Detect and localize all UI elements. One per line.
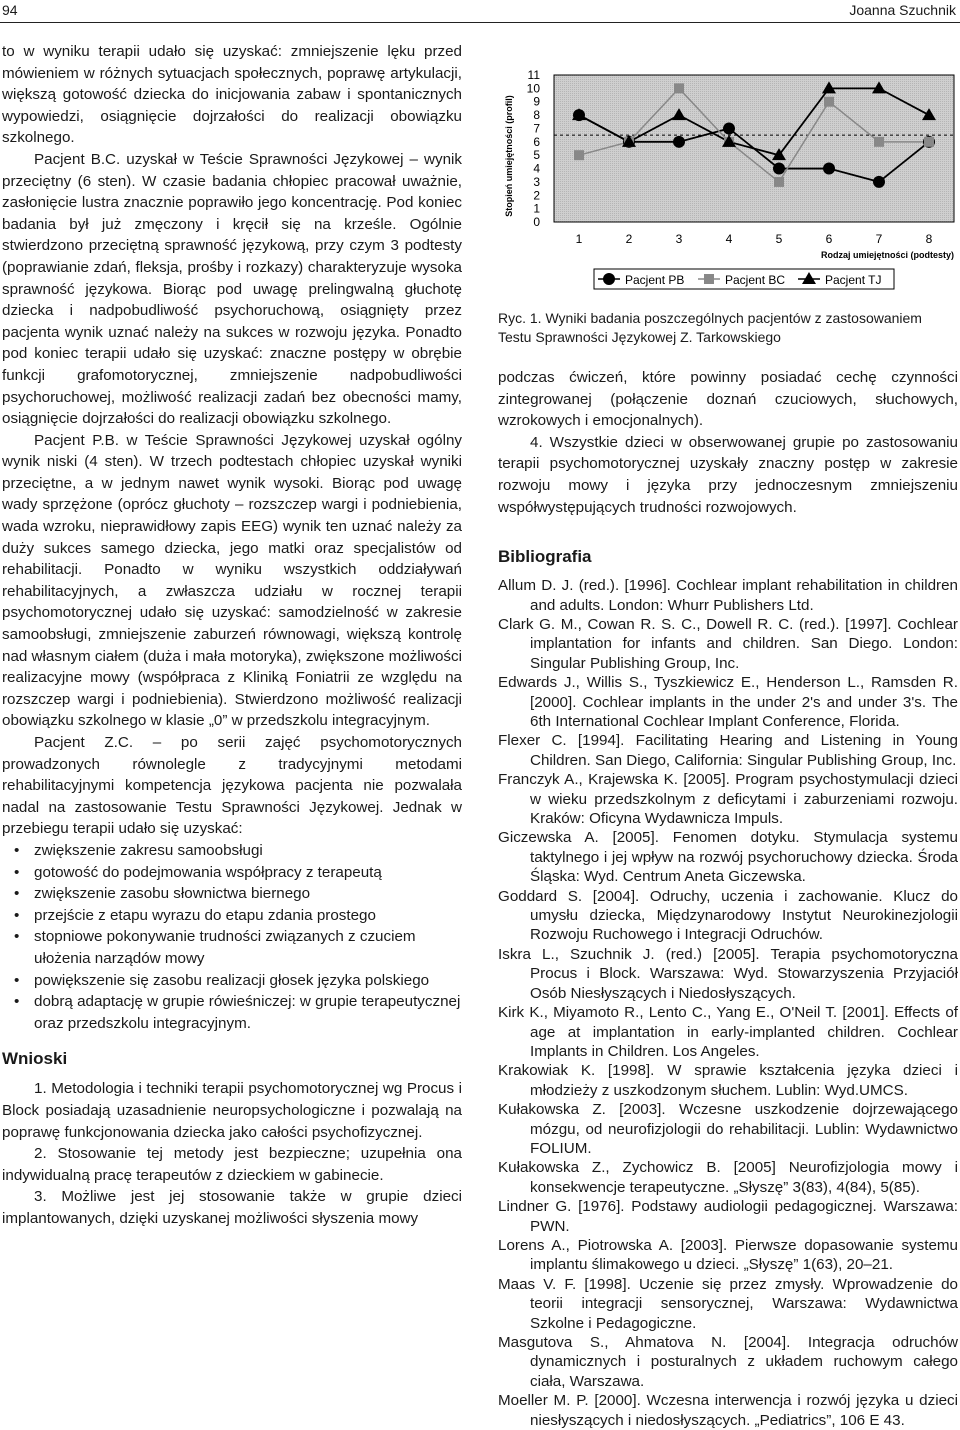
legend-marker-circle xyxy=(603,273,615,285)
list-item: • zwiększenie zakresu samoobsługi xyxy=(2,840,462,862)
right-column xyxy=(498,41,958,1430)
list-item: • powiększenie się zasobu realizacji głosek języka polskiego xyxy=(2,970,462,992)
y-tick-label: 5 xyxy=(533,148,540,163)
x-tick-label: 6 xyxy=(825,232,833,246)
data-point-circle xyxy=(773,163,785,175)
x-axis-label: Rodzaj umiejętności (podtesty) xyxy=(820,250,954,260)
y-tick-label: 3 xyxy=(533,174,540,189)
x-tick-label: 5 xyxy=(775,232,783,246)
bibliography-entry: Maas V. F. [1998]. Uczenie się przez zmysły. Wprowadzenie do teorii integracji sensorycznej, Warszawa: Wydawnictwa Szkolne i Pedagogiczne. xyxy=(498,1275,958,1332)
data-point-square xyxy=(924,137,934,147)
bullet-icon: • xyxy=(14,863,20,881)
list-item: • gotowość do podejmowania współpracy z terapeutą xyxy=(2,862,462,884)
bibliography-entry: Goddard S. [2004]. Odruchy, uczenia i zachowanie. Klucz do umysłu dziecka, Międzynarodowy Instytut Neurokinezjologii Rozwoju Ruchowego i Integracji Odruchów. xyxy=(498,887,958,944)
x-tick-label: 8 xyxy=(925,232,933,246)
list-item: • stopniowe pokonywanie trudności związanych z czuciem ułożenia narządów mowy xyxy=(14,928,416,967)
legend-label: Pacjent TJ xyxy=(825,273,882,287)
figure-caption: Ryc. 1. Wyniki badania poszczególnych pacjentów z zastosowaniem Testu Sprawności Językowej Z. Tarkowskiego xyxy=(498,310,922,345)
bibliography-entry: Krakowiak K. [1998]. W sprawie kształcenia języka dzieci i młodzieży z uszkodzonym słuchem. Lublin: Wyd.UMCS. xyxy=(498,1062,958,1099)
y-tick-label: 7 xyxy=(533,121,540,136)
bibliography-entry: Iskra L., Szuchnik J. (red.) [2005]. Terapia psychomotoryczna Procus i Block. Warszawa: Wyd. Stowarzyszenia Przyjaciół Osób Niesłyszących i Niedosłyszących. xyxy=(498,945,958,1002)
bullet-icon: • xyxy=(14,841,20,859)
bibliography-entry: Kułakowska Z., Zychowicz B. [2005] Neurofizjologia mowy i konsekwencje terapeutyczne. „Słyszę” 3(83), 4(84), 5(85). xyxy=(498,1159,958,1196)
bullet-icon: • xyxy=(14,971,20,989)
running-head-author: Joanna Szuchnik xyxy=(849,2,956,18)
data-point-square xyxy=(574,150,584,160)
bibliography-entry: Kułakowska Z. [2003]. Wczesne uszkodzenie dojrzewającego mózgu, od neurofizjologii do rehabilitacji. Lublin: Wydawnictwo FOLIUM. xyxy=(498,1101,958,1157)
data-point-square xyxy=(774,177,784,187)
bibliography-entry: Masgutova S., Ahmatova N. [2004]. Integracja odruchów dynamicznych i posturalnych z układem ruchowym całego ciała, Warszawa. xyxy=(498,1334,958,1390)
y-tick-label: 11 xyxy=(527,68,540,82)
figure-chart xyxy=(498,41,958,291)
bullet-icon: • xyxy=(14,906,20,924)
bullet-icon: • xyxy=(14,928,20,946)
list-item: • zwiększenie zasobu słownictwa biernego xyxy=(2,883,462,905)
bullet-icon: • xyxy=(14,993,20,1011)
y-tick-label: 0 xyxy=(533,215,540,229)
section-heading-bibliography: Bibliografia xyxy=(498,547,592,567)
legend-marker-square xyxy=(704,274,714,284)
x-tick-label: 4 xyxy=(725,232,733,246)
x-tick-label: 1 xyxy=(575,232,583,246)
legend-label: Pacjent PB xyxy=(625,273,685,287)
page-number: 94 xyxy=(2,2,18,18)
bibliography-entry: Moeller M. P. [2000]. Wczesna interwencja i rozwój języka u dzieci niesłyszących i niedosłyszących. „Pediatrics”, 106 E 43. xyxy=(498,1392,958,1429)
bibliography-entry: Allum D. J. (red.). [1996]. Cochlear implant rehabilitation in children and adults. London: Whurr Publishers Ltd. xyxy=(498,577,958,614)
conclusion-item: 3. Możliwe jest jej stosowanie także w grupie dzieci implantowanych, dzięki uzyskanej możliwości słyszenia mowy xyxy=(2,1188,462,1227)
data-point-square xyxy=(824,97,834,107)
body-paragraph: 4. Wszystkie dzieci w obserwowanej grupie po zastosowaniu terapii psychomotorycznej uzyskały znaczny postęp w zakresie rozwoju mowy i języka przy jednoczesnym zmniejszeniu współwystępujących trudności rozwojowych. xyxy=(498,433,958,516)
y-tick-label: 10 xyxy=(526,81,540,96)
x-tick-label: 7 xyxy=(875,232,883,246)
bibliography-entry: Giczewska A. [2005]. Fenomen dotyku. Stymulacja systemu taktylnego i jej wpływ na rozwój psychoruchowy dziecka. Środa Śląska: Wyd. Centrum Aneta Giczewska. xyxy=(498,829,958,886)
data-point-circle xyxy=(823,163,835,175)
list-item: • przejście z etapu wyrazu do etapu zdania prostego xyxy=(2,905,462,927)
conclusion-item: 2. Stosowanie tej metody jest bezpieczne; uzupełnia ona indywidualną pracę terapeutów z dzieckiem w gabinecie. xyxy=(2,1145,462,1184)
bibliography-entry: Franczyk A., Krajewska K. [2005]. Program psychostymulacji dzieci w wieku przedszkolnym z deficytami i zaburzeniami rozwoju. Kraków: Oficyna Wydawnicza Impuls. xyxy=(498,771,958,828)
line-chart xyxy=(498,41,958,291)
body-paragraph: podczas ćwiczeń, które powinny posiadać cechę czynności zintegrowanej (połączenie doznań czuciowych, słuchowych, wzrokowych i emocjonalnych). xyxy=(498,369,958,430)
data-point-circle xyxy=(723,122,735,134)
x-tick-label: 2 xyxy=(625,232,633,246)
bibliography-list xyxy=(498,576,958,1430)
bullet-icon: • xyxy=(14,885,20,903)
y-tick-label: 1 xyxy=(533,201,540,216)
conclusion-item: 1. Metodologia i techniki terapii psychomotorycznej wg Procus i Block posiadają uzasadnienie neuropsychologiczne i pozwalają na poprawę funkcjonowania dziecka jako całości psychofizycznej. xyxy=(2,1080,462,1141)
bibliography-entry: Clark G. M., Cowan R. S. C., Dowell R. C. (red.). [1997]. Cochlear implantation for infants and children. San Diego. London: Singular Publishing Group, Inc. xyxy=(498,615,958,672)
y-tick-label: 9 xyxy=(533,94,540,109)
body-paragraph: Pacjent Z.C. – po serii zajęć psychomotorycznych prowadzonych równolegle z tradycyjnymi metodami rehabilitacyjnymi kompetencja językowa pacjenta nie pozwalała nadal na zastosowanie Testu Sprawności Językowej. Jednak w przebiegu terapii udało się uzyskać: xyxy=(2,734,462,838)
y-axis-label: Stopień umiejętności (profil) xyxy=(504,95,514,217)
data-point-square xyxy=(674,83,684,93)
bibliography-entry: Flexer C. [1994]. Facilitating Hearing and Listening in Young Children. San Diego, California: Singular Publishing Group, Inc. xyxy=(498,732,958,769)
y-tick-label: 4 xyxy=(533,161,540,176)
y-tick-label: 8 xyxy=(533,108,540,123)
bibliography-entry: Lindner G. [1976]. Podstawy audiologii pedagogicznej. Warszawa: PWN. xyxy=(498,1198,958,1235)
page-header xyxy=(0,0,960,23)
list-item: • dobrą adaptację w grupie rówieśniczej: w grupie terapeutycznej oraz przedszkolu integracyjnym. xyxy=(14,993,461,1032)
bibliography-entry: Edwards J., Willis S., Tyszkiewicz E., Henderson L., Ramsden R. [2000]. Cochlear implants in the under 2's and under 3's. The 6th International Cochlear Implant Conference, Florida. xyxy=(498,674,958,730)
data-point-square xyxy=(874,137,884,147)
y-tick-label: 2 xyxy=(533,188,540,203)
y-tick-label: 6 xyxy=(533,134,540,149)
bibliography-entry: Kirk K., Miyamoto R., Lento C., Yang E., O'Neil T. [2001]. Effects of age at implantation in early-implanted children. Cochlear Implants in Children. Los Angeles. xyxy=(498,1004,958,1060)
left-column xyxy=(2,41,462,1229)
section-heading-conclusions: Wnioski xyxy=(2,1049,68,1069)
x-tick-label: 3 xyxy=(675,232,683,246)
outcome-list xyxy=(2,840,462,1034)
legend-label: Pacjent BC xyxy=(725,273,786,287)
data-point-circle xyxy=(673,136,685,148)
body-paragraph: to w wyniku terapii udało się uzyskać: zmniejszenie lęku przed mówieniem w różnych sytuacjach społecznych, poprawę artykulacji, większą gotowość dziecka do inicjowania zabaw i spontanicznych wypowiedzi, osiągnięcie dojrzałości do realizacji obowiązku szkolnego. xyxy=(2,43,462,147)
body-paragraph: Pacjent B.C. uzyskał w Teście Sprawności Językowej – wynik przeciętny (6 sten). W czasie badania chłopiec pracował uważnie, zasłonięcie lustra znacznie poprawiło jego koncentrację. Pod koniec badania był już zmęczony i kręcił się na krześle. Ogólnie stwierdzono przeciętną sprawność językową, przy czym 3 podtesty (poprawianie zdań, fleksja, prośby i rozkazy) charakteryzuje wysoka sprawność językowa. Biorąc pod uwagę prelingwalną głuchotę dziecka i nadpobudliwość psychoruchową, osiągnięty przez pacjenta wynik uznać należy na sukces w rozwoju języka. Ponadto pod koniec terapii udało się uzyskać: znaczne postępy w obrębie funkcji grafomotorycznej, zmniejszenie nadpobudliwości psychoruchowej, możliwość realizacji zadań bez obecności mamy, osiągnięcie dojrzałości do realizacji obowiązku szkolnego. xyxy=(2,150,462,428)
bibliography-entry: Lorens A., Piotrowska A. [2003]. Pierwsze dopasowanie systemu implantu ślimakowego u dzieci. „Słyszę” 1(63), 20–21. xyxy=(498,1236,958,1274)
data-point-circle xyxy=(873,176,885,188)
body-paragraph: Pacjent P.B. w Teście Sprawności Językowej uzyskał ogólny wynik niski (4 sten). W trzech podtestach chłopiec uzyskał wyniki przeciętne, a w jednym nawet wynik wysoki. Biorąc pod uwagę wady sprzężone (oprócz głuchoty – rozszczep wargi i podniebienia, wada wzroku, nieprawidłowy zapis EEG) wynik ten uznać należy za duży sukces samego dziecka, jego matki oraz specjalistów od rehabilitacji. Ponadto w wyniku wszystkich oddziaływań rehabilitacyjnych, a zwłaszcza udziału w rocznej terapii psychomotorycznej udało się uzyskać: samodzielność w zakresie samoobsługi, zmniejszenie zaburzeń równowagi, większą kontrolę nad własnym ciałem (duża i mała motoryka), zwiększone możliwości realizacyjne mowy (współpraca z Kliniką Foniatrii ze względu na rozszczep wargi i podniebienia). Stwierdzono możliwość realizacji obowiązku szkolnego w klasie „0” w przedszkolu integracyjnym. xyxy=(2,431,462,730)
